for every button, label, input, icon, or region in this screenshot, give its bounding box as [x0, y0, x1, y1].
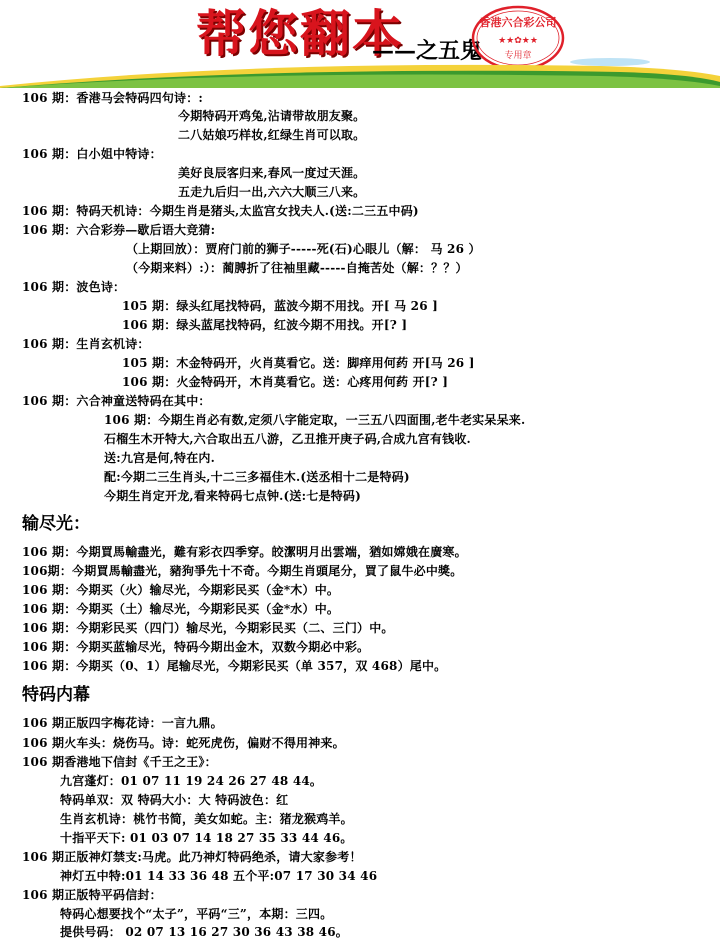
svg-text:专用章: 专用章 — [504, 51, 532, 61]
page-subtitle: ——之五鬼 — [372, 38, 483, 64]
line-verse-header: 106 期：白小姐中特诗： — [22, 147, 162, 161]
line-text: （上期回放）：贾府门前的狮子-----死(石)心眼儿（解： 马 26 ） — [126, 242, 481, 256]
line-text: 今期生肖定开龙,看来特码七点钟.(送:七是特码) — [104, 489, 361, 503]
line-verse: 今期特码开鸡兔,沾请带故朋友聚。 — [178, 109, 366, 123]
line-text: 特码单双：双 特码大小：大 特码波色：红 — [60, 793, 289, 807]
line-verse-header: 106 期：波色诗： — [22, 280, 126, 294]
line-text: 106 期：今期生肖必有数,定须八字能定取，一三五八四面围,老牛老实呆呆来. — [104, 413, 526, 427]
line-verse-header: 106 期：六合彩券—歇后语大竞猜: — [22, 223, 216, 237]
page-title: 帮您翻本 — [196, 4, 404, 63]
line-text: 106 期：火金特码开，木肖莫看它。送：心疼用何药 开[? ] — [122, 375, 449, 389]
section-heading: 特码内幕 — [22, 685, 90, 705]
line-text: 106 期火车头：烧伤马。诗：蛇死虎伤，偏财不得用神来。 — [22, 736, 345, 750]
line-text: 106 期：今期买（火）输尽光，今期彩民买（金*木）中。 — [22, 583, 340, 597]
line-text: 送:九宫是何,特在内. — [104, 451, 215, 465]
line-text: 石榴生木开特大,六合取出五八游，乙丑推开庚子码,合成九宫有钱收. — [104, 432, 471, 446]
line-text: 106 期：绿头蓝尾找特码，红波今期不用找。开[? ] — [122, 318, 408, 332]
line-text: 105 期：木金特码开，火肖莫看它。送：脚痒用何药 开[马 26 ] — [122, 356, 475, 370]
line-text: 106 期正版特平码信封： — [22, 888, 162, 902]
line-text: 106 期：今期买蓝输尽光，特码今期出金木，双数今期必中彩。 — [22, 640, 370, 654]
line-text: 十指平天下: 01 03 07 14 18 27 35 33 44 46。 — [60, 831, 353, 845]
line-verse: 美好良辰客归来,春风一度过天涯。 — [178, 166, 366, 180]
svg-text:★★✿★★: ★★✿★★ — [498, 36, 538, 46]
line-text: （今期来料）:）：蔺膊折了往袖里藏-----自掩苦处（解：？？） — [126, 261, 468, 275]
line-text: 106期：今期買馬輸盡光，豬狗爭先十不奇。今期生肖頭尾分，買了鼠牛必中獎。 — [22, 564, 463, 578]
line-text: 105 期：绿头红尾找特码，蓝波今期不用找。开[ 马 26 ] — [122, 299, 439, 313]
page-header — [0, 0, 720, 88]
line-text: 106 期香港地下信封《千王之王》： — [22, 755, 217, 769]
line-text: 106 期：今期彩民买（四门）输尽光，今期彩民买（二、三门）中。 — [22, 621, 394, 635]
line-verse: 二八姑娘巧样妆,红绿生肖可以取。 — [178, 128, 366, 142]
line-text: 提供号码： 02 07 13 16 27 30 36 43 38 46。 — [60, 925, 348, 939]
line-text: 配:今期二三生肖头,十二三多福佳木.(送丞相十二是特码) — [104, 470, 410, 484]
line-verse-header: 106 期：香港马会特码四句诗：: — [22, 91, 204, 105]
line-text: 106 期：今期買馬輸盡光，難有彩衣四季穿。皎潔明月出雲端，猶如嫦娥在廣寒。 — [22, 545, 467, 559]
svg-text:香港六合彩公司: 香港六合彩公司 — [479, 16, 557, 29]
line-text: 106 期：今期买（土）输尽光，今期彩民买（金*水）中。 — [22, 602, 340, 616]
line-text: 106 期：特码天机诗：今期生肖是猪头,太监宫女找夫人.(送:二三五中码) — [22, 204, 419, 218]
line-text: 生肖玄机诗：桃竹书简，美女如蛇。主：猪龙猴鸡羊。 — [60, 812, 353, 826]
line-text: 106 期：今期买（0、1）尾输尽光，今期彩民买（单 357，双 468）尾中。 — [22, 659, 447, 673]
line-text: 九宫蓬灯：01 07 11 19 24 26 27 48 44。 — [60, 774, 323, 788]
line-verse: 五走九后归一出,六六大顺三八来。 — [178, 185, 366, 199]
line-text: 106 期正版四字梅花诗：一言九鼎。 — [22, 716, 223, 730]
line-text: 神灯五中特:01 14 33 36 48 五个平:07 17 30 34 46 — [60, 869, 378, 883]
section-heading: 输尽光： — [22, 514, 90, 534]
decorative-arc-banner — [0, 56, 720, 88]
line-verse-header: 106 期：六合神童送特码在其中： — [22, 394, 211, 408]
line-text: 106 期正版神灯禁支:马虎。此乃神灯特码绝杀，请大家参考！ — [22, 850, 362, 864]
line-verse-header: 106 期：生肖玄机诗： — [22, 337, 150, 351]
line-text: 特码心想要找个“太子”，平码“三”，本期：三四。 — [60, 907, 333, 921]
